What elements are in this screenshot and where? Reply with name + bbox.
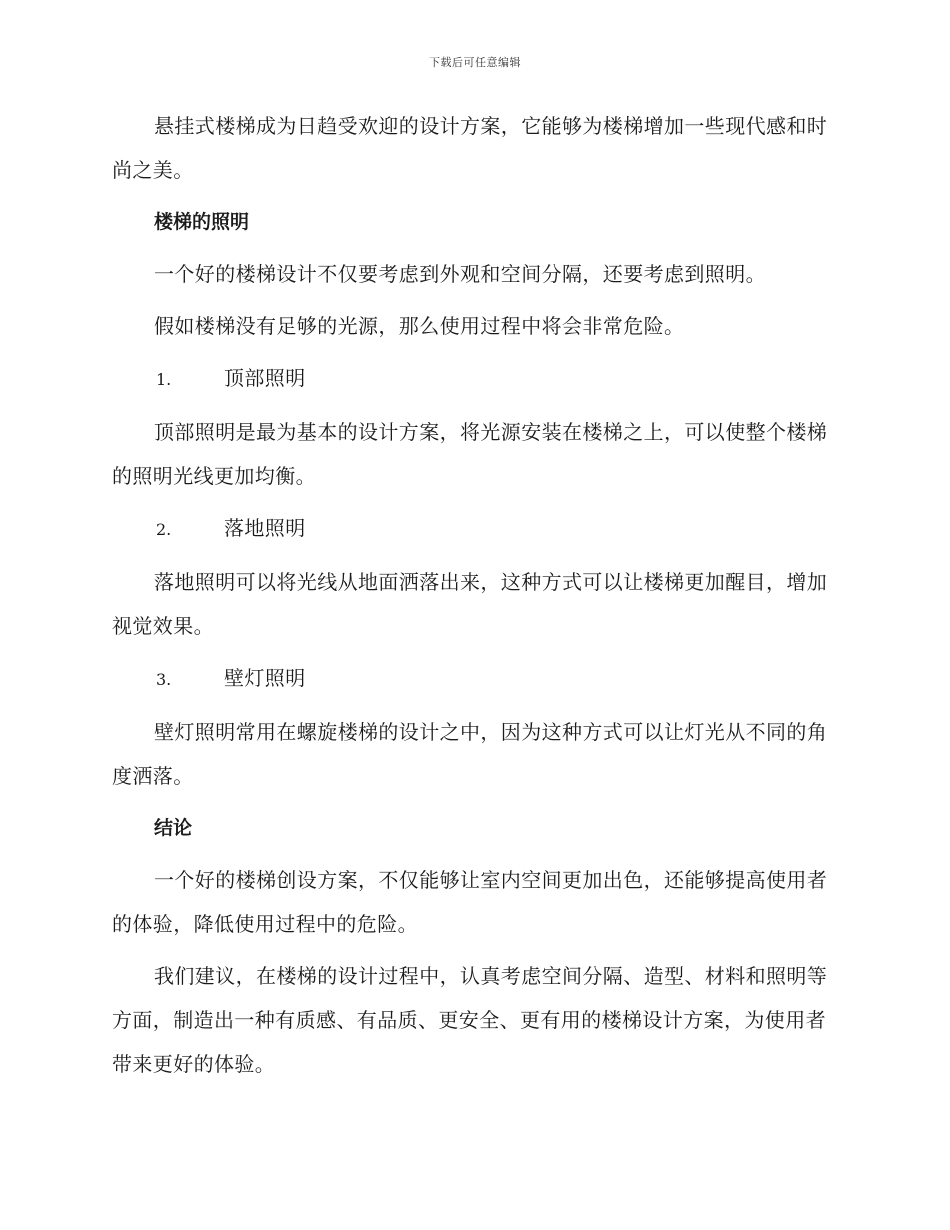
list-item-label: 壁灯照明	[224, 666, 306, 690]
list-number: 1.	[156, 370, 172, 389]
header-note: 下载后可任意编辑	[429, 56, 521, 69]
paragraph-wall-lighting: 壁灯照明常用在螺旋楼梯的设计之中，因为这种方式可以让灯光从不同的角度洒落。	[112, 720, 828, 788]
paragraph-conclusion-1: 一个好的楼梯创设方案，不仅能够让室内空间更加出色，还能够提高使用者的体验，降低使用过程中的危险。	[112, 868, 828, 936]
paragraph-top-lighting: 顶部照明是最为基本的设计方案，将光源安装在楼梯之上，可以使整个楼梯的照明光线更加均衡。	[112, 420, 828, 488]
list-number: 3.	[156, 670, 172, 689]
paragraph-floor-lighting: 落地照明可以将光线从地面洒落出来，这种方式可以让楼梯更加醒目，增加视觉效果。	[112, 570, 828, 638]
document-body	[112, 104, 834, 1094]
list-item-label: 顶部照明	[224, 366, 306, 390]
paragraph-suspended-stairs: 悬挂式楼梯成为日趋受欢迎的设计方案，它能够为楼梯增加一些现代感和时尚之美。	[112, 114, 828, 182]
list-item-floor-lighting	[112, 506, 834, 552]
list-number: 2.	[156, 520, 172, 539]
heading-stair-lighting: 楼梯的照明	[154, 211, 250, 233]
list-item-top-lighting	[112, 356, 834, 402]
paragraph-conclusion-2: 我们建议，在楼梯的设计过程中，认真考虑空间分隔、造型、材料和照明等方面，制造出一种有质感、有品质、更安全、更有用的楼梯设计方案，为使用者带来更好的体验。	[112, 964, 828, 1076]
paragraph-lighting-intro: 一个好的楼梯设计不仅要考虑到外观和空间分隔，还要考虑到照明。	[154, 262, 766, 286]
list-item-wall-lighting	[112, 656, 834, 702]
list-item-label: 落地照明	[224, 516, 306, 540]
paragraph-lighting-danger: 假如楼梯没有足够的光源，那么使用过程中将会非常危险。	[154, 314, 685, 338]
heading-conclusion: 结论	[154, 817, 193, 839]
